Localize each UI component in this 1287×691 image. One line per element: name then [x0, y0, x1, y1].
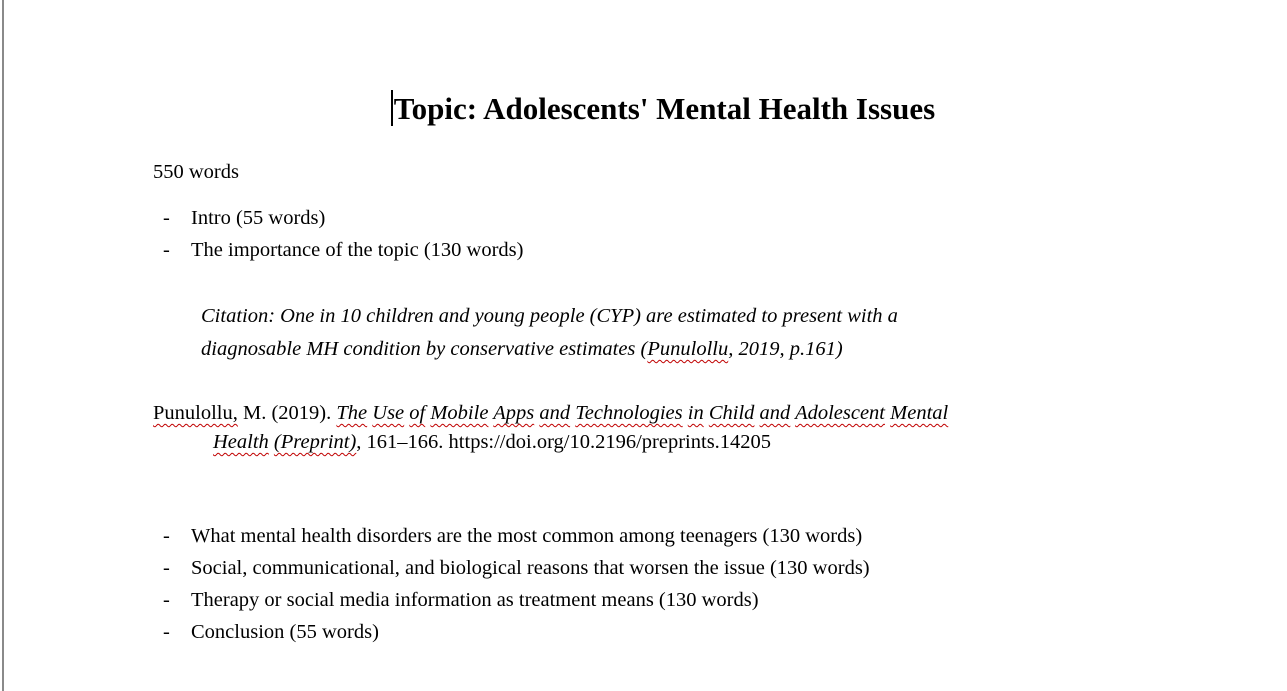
- citation-line: diagnosable MH condition by conservative estimates (Punulollu, 2019, p.161): [201, 338, 843, 360]
- list-item-text: Intro (55 words): [191, 207, 326, 229]
- list-item-text: Therapy or social media information as treatment means (130 words): [191, 589, 759, 611]
- list-item[interactable]: [153, 202, 1173, 234]
- word-count-line[interactable]: 550 words: [153, 161, 239, 183]
- list-item[interactable]: [153, 234, 1173, 266]
- outline-list-bottom: [153, 520, 1173, 648]
- bullet-dash: -: [163, 239, 170, 261]
- list-item[interactable]: [153, 552, 1173, 584]
- document-title-text: Topic: Adolescents' Mental Health Issues: [393, 91, 936, 126]
- page-edge-line: [2, 0, 4, 691]
- reference-line: Health (Preprint), 161–166. https://doi.org/10.2196/preprints.14205: [213, 431, 772, 453]
- reference-entry[interactable]: [153, 399, 1173, 457]
- citation-paragraph[interactable]: [153, 300, 1173, 366]
- bullet-dash: -: [163, 525, 170, 547]
- bullet-dash: -: [163, 557, 170, 579]
- list-item-text: The importance of the topic (130 words): [191, 239, 524, 261]
- list-item[interactable]: [153, 520, 1173, 552]
- list-item-text: Conclusion (55 words): [191, 621, 379, 643]
- list-item[interactable]: [153, 584, 1173, 616]
- text-cursor: [391, 90, 393, 126]
- bullet-dash: -: [163, 589, 170, 611]
- list-item-text: What mental health disorders are the most common among teenagers (130 words): [191, 525, 863, 547]
- list-item-text: Social, communicational, and biological reasons that worsen the issue (130 words): [191, 557, 870, 579]
- list-item[interactable]: [153, 616, 1173, 648]
- citation-line: Citation: One in 10 children and young people (CYP) are estimated to present with a: [201, 305, 898, 327]
- reference-line: Punulollu, M. (2019). The Use of Mobile Apps and Technologies in Child and Adolescent Mental: [153, 402, 949, 424]
- outline-list-top: [153, 202, 1173, 266]
- bullet-dash: -: [163, 207, 170, 229]
- document-page[interactable]: [153, 0, 1173, 691]
- bullet-dash: -: [163, 621, 170, 643]
- document-title[interactable]: [153, 88, 1173, 130]
